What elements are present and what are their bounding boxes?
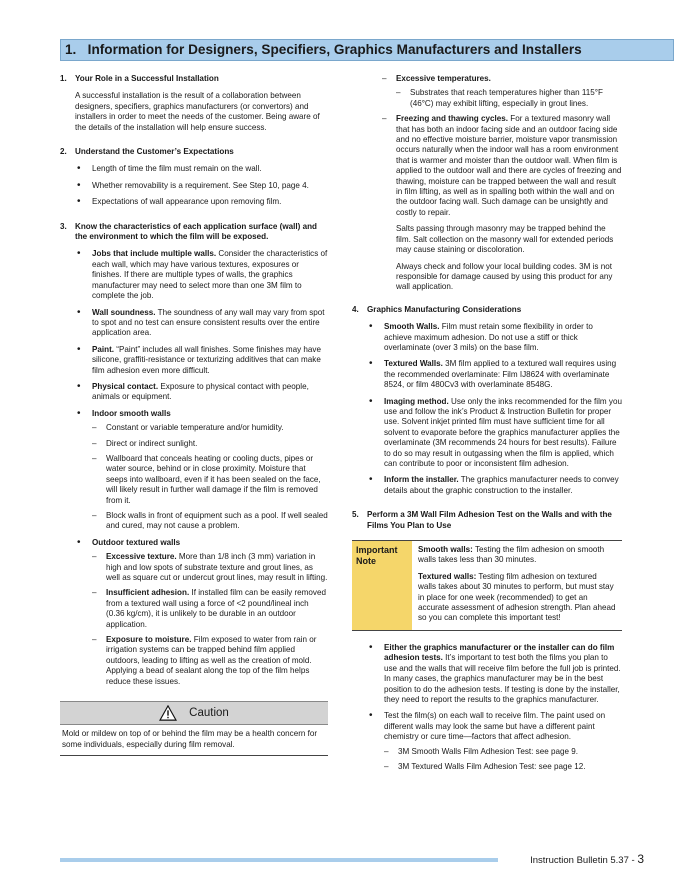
list-item: • Indoor smooth walls – Constant or variable temperature and/or humidity. – Direct or indirect sunlight. – Wallboard that conceals heating or cooling ducts, pipes or water source, behind or in close proximity. Moisture that seeps into wallboard, even if it has been sealed on the face, will likely result in further wall damage if the film is removed from it. – Block walls in front of equipment such as a pool. If well sealed and cured, may not cause a problem. — [75, 409, 328, 532]
step-3 — [60, 222, 328, 687]
step-4-heading: 4. Graphics Manufacturing Considerations — [352, 304, 522, 314]
list-item: • Imaging method. Use only the inks recommended for the film you use and follow the ink’s Product & Instruction Bulletin for proper use. Solvent inkjet printed film must have sufficient time for all solvent to evaporate before the graphics manufacturer applies the overlaminate (3M recommends 24 hours for best results). Failure to do so may result in outgassing when the film is applied, which can contribute to poor or inconsistent film adhesion. — [367, 397, 622, 470]
important-note-label: Important Note — [352, 541, 412, 631]
sub-list-item: – Freezing and thawing cycles. For a textured masonry wall that has both an indoor facing side and an outdoor facing side and no effective moisture barrier, moisture vapor transmission occurs naturally when the indoor wall has a room environment that is warmer and moister than the outdoor wall. When film is applied to the outdoor wall and there are cycles of freezing and thawing, moisture can be trapped between the wall and result in film lifting, as well as in spalling both within the wall and on the outdoor facing wall. Such damage can be unsightly and costly to repair. Salts passing through masonry may be trapped behind the film. Salt collection on the masonry wall for extended periods may cause staining or discoloration. Always check and follow your local building codes. 3M is not responsible for damage caused by using this product for any wall application. — [382, 114, 622, 293]
important-note-table — [352, 540, 622, 631]
sub-list-item: – 3M Textured Walls Film Adhesion Test: see page 12. — [384, 762, 622, 772]
footer — [530, 852, 644, 866]
right-column — [352, 74, 622, 778]
caution-title: Caution — [189, 706, 229, 719]
list-item: • Inform the installer. The graphics manufacturer needs to convey details about the graphic construction to the installer. — [367, 475, 622, 496]
caution-box — [60, 701, 328, 756]
list-item: • Textured Walls. 3M film applied to a textured wall requires using the recommended overlaminate: Film IJ8624 with overlaminate 8524, or film 480Cv3 with overlaminate 8548G. — [367, 359, 622, 390]
list-item: • Jobs that include multiple walls. Consider the characteristics of each wall, which may have various textures, exposures or finishes. If there are multiple types of walls, the graphics manufacturer may need to select more than one 3M film to complete the job. — [75, 249, 328, 301]
sub-list-item: – Direct or indirect sunlight. — [92, 439, 328, 449]
section-title: 1. Information for Designers, Specifiers, Graphics Manufacturers and Installers — [65, 42, 582, 57]
important-note-body: Smooth walls: Testing the film adhesion on smooth walls takes less than 30 minutes. Textured walls: Testing film adhesion on textured walls takes about 30 minutes to perform, but must stay in place for one week (recommended) to get an accurate assessment of adhesion strength. Plan ahead so you can complete this important test! — [412, 541, 622, 631]
salts-paragraph: Salts passing through masonry may be trapped behind the film. Salt collection on the masonry wall for extended periods may cause staining or discoloration. — [396, 224, 614, 255]
step-1 — [60, 74, 328, 133]
step-4 — [352, 305, 622, 497]
step-3-heading: 3. Know the characteristics of each application surface (wall) and the environment to which the film will be exposed. — [60, 221, 317, 242]
sub-list-item: – Block walls in front of equipment such as a pool. If well sealed and cured, may not cause a problem. — [92, 511, 328, 532]
step-5-heading: 5. Perform a 3M Wall Film Adhesion Test on the Walls and with the Films You Plan to Use — [352, 510, 612, 530]
codes-paragraph: Always check and follow your local building codes. 3M is not responsible for damage caused by using this product for any wall application. — [396, 261, 613, 292]
step-5 — [352, 510, 622, 772]
sub-list-item: – Wallboard that conceals heating or cooling ducts, pipes or water source, behind or in close proximity. Moisture that seeps into wallboard, even if it has been sealed on the face, will likely result in further wall damage if the film is removed from it. — [92, 454, 328, 506]
sub-list-item: – Excessive temperatures. – Substrates that reach temperatures higher than 115°F (46°C) may exhibit lifting, especially in grout lines. — [382, 74, 622, 109]
step-2-heading: 2. Understand the Customer’s Expectations — [60, 147, 234, 157]
list-item: • Either the graphics manufacturer or the installer can do film adhesion tests. It’s important to test both the films you plan to use and the walls that will receive film before the full job is printed. In many cases, the graphics manufacturer may be in the best position to do the adhesion tests. If testing is done by the installer, they need to report the results to the graphics manufacturer. — [367, 643, 622, 705]
sub-list-item: – 3M Smooth Walls Film Adhesion Test: see page 9. — [384, 747, 622, 757]
footer-rule — [60, 858, 498, 862]
list-item: • Outdoor textured walls – Excessive texture. More than 1/8 inch (3 mm) variation in high and low spots of substrate texture and grout lines, as well as square cut or undercut grout lines, may result in lifting. – Insufficient adhesion. If installed film can be easily removed from a textured wall using a force of <2 pound/lineal inch (0.36 kg/cm), it is unlikely to be durable in an outdoor application. – Exposure to moisture. Film exposed to water from rain or irrigation systems can be trapped behind film applied outdoors, leading to lifting as well as the creation of mold. Applying a bead of sealant along the top of the film helps reduce these issues. — [75, 538, 328, 687]
section-header-bar — [60, 39, 674, 61]
list-item: • Length of time the film must remain on the wall. — [75, 164, 328, 174]
list-item: • Physical contact. Exposure to physical contact with people, animals or equipment. — [75, 382, 328, 403]
step-1-body: A successful installation is the result of a collaboration between designers, specifiers, graphics manufacturers (or convertors) and installers in order to meet the needs of the customer. Being aware of the details of the installation will help ensure success. — [75, 91, 320, 132]
sub-list-item: – Exposure to moisture. Film exposed to water from rain or irrigation systems can be trapped behind film applied outdoors, leading to lifting as well as the creation of mold. Applying a bead of sealant along the top of the film helps reduce these issues. — [92, 635, 328, 687]
caution-header — [60, 701, 328, 725]
list-item: • Test the film(s) on each wall to receive film. The paint used on different walls may look the same but have a different paint chemistry or cure time—factors that affect adhesion. – 3M Smooth Walls Film Adhesion Test: see page 9. – 3M Textured Walls Film Adhesion Test: see page 12. — [367, 711, 622, 772]
sub-list-item: – Constant or variable temperature and/or humidity. — [92, 423, 328, 433]
list-item: • Expectations of wall appearance upon removing film. — [75, 197, 328, 207]
sub-list-item: – Insufficient adhesion. If installed film can be easily removed from a textured wall using a force of <2 pound/lineal inch (0.36 kg/cm), it is unlikely to be durable in an outdoor application. — [92, 588, 328, 630]
step-1-heading: 1. Your Role in a Successful Installation — [60, 74, 219, 83]
footer-text: Instruction Bulletin 5.37 - — [530, 855, 638, 866]
page-number: 3 — [637, 852, 644, 866]
caution-body: Mold or mildew on top of or behind the film may be a health concern for some individuals, especially during film removal. — [60, 725, 328, 756]
list-item: • Paint. “Paint” includes all wall finishes. Some finishes may have silicone, graffiti-resistance or texturizing additives that can make film adhesion even more difficult. — [75, 345, 328, 376]
sub-sub-list-item: – Substrates that reach temperatures higher than 115°F (46°C) may exhibit lifting, especially in grout lines. — [396, 88, 622, 109]
sub-list-item: – Excessive texture. More than 1/8 inch (3 mm) variation in high and low spots of substrate texture and grout lines, as well as square cut or undercut grout lines, may result in lifting. — [92, 552, 328, 583]
list-item: • Wall soundness. The soundness of any wall may vary from spot to spot and no test can ensure consistent results over the entire application area. — [75, 308, 328, 339]
left-column — [60, 74, 328, 756]
warning-icon — [159, 705, 177, 721]
list-item: • Whether removability is a requirement. See Step 10, page 4. — [75, 181, 328, 191]
list-item: • Smooth Walls. Film must retain some flexibility in order to achieve maximum adhesion. Do not use a stiff or thick overlaminate (over 3 mils) on the base film. — [367, 322, 622, 353]
step-2 — [60, 147, 328, 208]
